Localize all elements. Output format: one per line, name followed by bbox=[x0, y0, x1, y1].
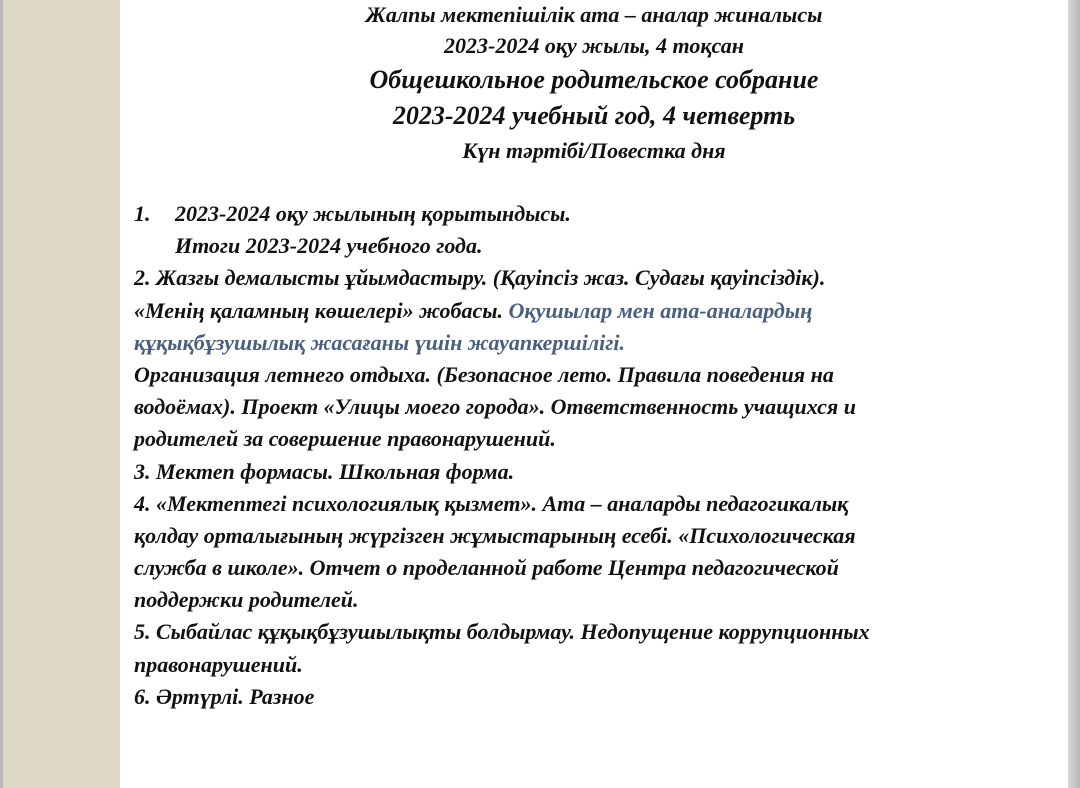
window-right-edge bbox=[1068, 0, 1080, 788]
project-name: «Менің қаламның көшелері» жобасы. bbox=[134, 297, 509, 323]
slide-header bbox=[120, 0, 1068, 168]
item-1-kazakh: 2023-2024 оқу жылының қорытындысы. bbox=[175, 201, 571, 226]
responsibility-text: Оқушылар мен ата-аналардың bbox=[508, 297, 813, 323]
agenda-item-5-line-2: правонарушений. bbox=[134, 651, 303, 677]
item-number: 1. bbox=[134, 201, 151, 226]
agenda-item-3: 3. Мектеп формасы. Школьная форма. bbox=[134, 458, 515, 484]
agenda-item-4-line-4: поддержки родителей. bbox=[134, 587, 359, 613]
agenda-item-1-russian: Итоги 2023-2024 учебного года. bbox=[175, 233, 483, 259]
agenda-item-6: 6. Әртүрлі. Разное bbox=[134, 683, 315, 709]
agenda-item-1 bbox=[134, 198, 1054, 230]
agenda-item-5-line-1: 5. Сыбайлас құқықбұзушылықты болдырмау. Недопущение коррупционных bbox=[134, 619, 870, 645]
title-russian: Общешкольное родительское собрание bbox=[369, 65, 819, 94]
agenda-item-4-line-1: 4. «Мектептегі психологиялық қызмет». Ата – аналарды педагогикалық bbox=[134, 490, 849, 516]
title-kazakh: Жалпы мектепішілік ата – аналар жиналысы bbox=[365, 2, 823, 27]
agenda-item-2: 2. Жазғы демалысты ұйымдастыру. (Қауіпсіз жаз. Судағы қауіпсіздік). bbox=[134, 265, 826, 291]
agenda-list bbox=[134, 198, 1054, 713]
agenda-item-4-line-3: служба в школе». Отчет о проделанной работе Центра педагогической bbox=[134, 555, 839, 581]
period-kazakh: 2023-2024 оқу жылы, 4 тоқсан bbox=[444, 33, 744, 58]
agenda-item-2-russian-line-3: родителей за совершение правонарушений. bbox=[134, 426, 556, 452]
slide-sidebar-panel bbox=[3, 0, 120, 788]
agenda-item-2-line-3: құқықбұзушылық жасағаны үшін жауапкершілігі. bbox=[134, 329, 625, 355]
agenda-heading: Күн тәртібі/Повестка дня bbox=[462, 138, 726, 163]
agenda-item-2-line-2 bbox=[134, 295, 1054, 327]
agenda-item-2-russian-line-1: Организация летнего отдыха. (Безопасное лето. Правила поведения на bbox=[134, 361, 834, 387]
agenda-item-2-russian-line-2: водоёмах). Проект «Улицы моего города». Ответственность учащихся и bbox=[134, 394, 856, 420]
period-russian: 2023-2024 учебный год, 4 четверть bbox=[392, 101, 796, 130]
agenda-item-4-line-2: қолдау орталығының жүргізген жұмыстарының есебі. «Психологическая bbox=[134, 522, 856, 548]
